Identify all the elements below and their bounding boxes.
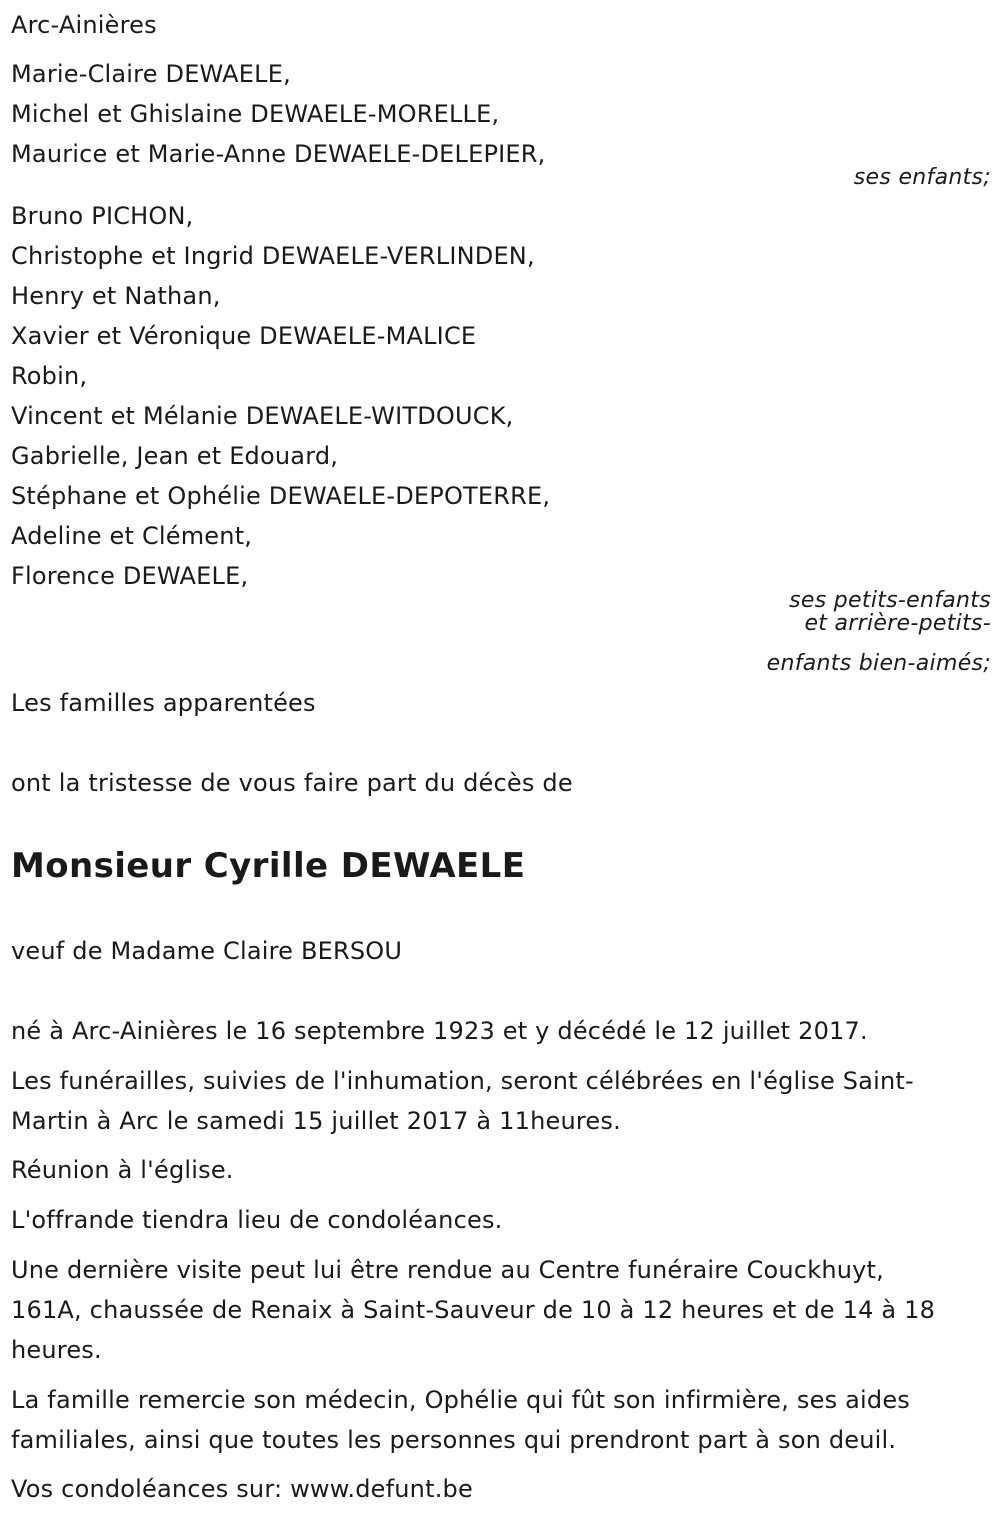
grandchild-entry: Xavier et Véronique DEWAELE-MALICE (11, 322, 477, 350)
grandchild-entry: Bruno PICHON, (11, 202, 194, 230)
child-entry: Marie-Claire DEWAELE, (11, 60, 291, 88)
grandchild-entry: Robin, (11, 362, 88, 390)
grandchild-entry: Stéphane et Ophélie DEWAELE-DEPOTERRE, (11, 482, 551, 510)
grandchild-entry: Adeline et Clément, (11, 522, 253, 550)
grandchild-entry: Florence DEWAELE, (11, 562, 249, 590)
grandchild-entry: Gabrielle, Jean et Edouard, (11, 442, 339, 470)
offering-info: L'offrande tiendra lieu de condoléances. (11, 1206, 503, 1234)
funeral-line: Martin à Arc le samedi 15 juillet 2017 à 11heures. (11, 1107, 621, 1135)
place-name: Arc-Ainières (11, 11, 157, 39)
grandchildren-role-label: ses petits-enfants (789, 588, 991, 613)
visit-line: heures. (11, 1336, 102, 1364)
visit-line: Une dernière visite peut lui être rendue au Centre funéraire Couckhuyt, (11, 1256, 884, 1284)
children-role-label: ses enfants; (853, 165, 991, 190)
grandchildren-role-label: enfants bien-aimés; (766, 651, 991, 676)
grandchildren-role-label: et arrière-petits- (804, 611, 991, 636)
deceased-name: Monsieur Cyrille DEWAELE (11, 846, 526, 886)
child-entry: Maurice et Marie-Anne DEWAELE-DELEPIER, (11, 140, 546, 168)
widower-of: veuf de Madame Claire BERSOU (11, 937, 403, 965)
grandchild-entry: Christophe et Ingrid DEWAELE-VERLINDEN, (11, 242, 535, 270)
funeral-line: Les funérailles, suivies de l'inhumation, seront célébrées en l'église Saint- (11, 1067, 914, 1095)
condolences-link: Vos condoléances sur: www.defunt.be (11, 1475, 473, 1503)
announcement-text: ont la tristesse de vous faire part du décès de (11, 769, 573, 797)
obituary-notice (11, 0, 991, 1520)
grandchild-entry: Henry et Nathan, (11, 282, 221, 310)
thanks-line: La famille remercie son médecin, Ophélie qui fût son infirmière, ses aides (11, 1386, 910, 1414)
thanks-line: familiales, ainsi que toutes les personnes qui prendront part à son deuil. (11, 1426, 897, 1454)
meeting-info: Réunion à l'église. (11, 1156, 234, 1184)
grandchild-entry: Vincent et Mélanie DEWAELE-WITDOUCK, (11, 402, 514, 430)
visit-line: 161A, chaussée de Renaix à Saint-Sauveur de 10 à 12 heures et de 14 à 18 (11, 1296, 936, 1324)
child-entry: Michel et Ghislaine DEWAELE-MORELLE, (11, 100, 500, 128)
related-families: Les familles apparentées (11, 689, 316, 717)
birth-death-dates: né à Arc-Ainières le 16 septembre 1923 et y décédé le 12 juillet 2017. (11, 1017, 868, 1045)
